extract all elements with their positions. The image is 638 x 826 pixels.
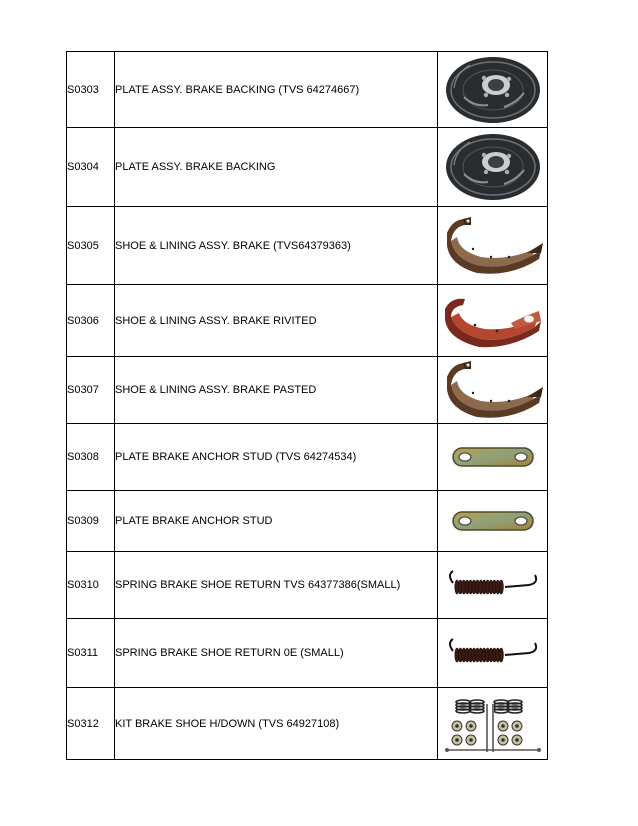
table-row [67, 52, 548, 128]
part-description: KIT BRAKE SHOE H/DOWN (TVS 64927108) [115, 688, 438, 760]
part-code: S0303 [67, 52, 115, 128]
part-description: PLATE BRAKE ANCHOR STUD [115, 491, 438, 552]
table-row [67, 619, 548, 688]
return-spring-image [438, 633, 547, 673]
part-description: SPRING BRAKE SHOE RETURN 0E (SMALL) [115, 619, 438, 688]
hold-down-kit-image [438, 692, 547, 756]
part-description: SHOE & LINING ASSY. BRAKE RIVITED [115, 285, 438, 357]
part-image-cell [438, 424, 548, 491]
part-image-cell [438, 357, 548, 424]
part-image-cell [438, 491, 548, 552]
table-row [67, 552, 548, 619]
return-spring-image [438, 565, 547, 605]
parts-table [66, 51, 548, 760]
part-image-cell [438, 52, 548, 128]
part-image-cell [438, 619, 548, 688]
part-code: S0307 [67, 357, 115, 424]
part-description: SPRING BRAKE SHOE RETURN TVS 64377386(SMALL) [115, 552, 438, 619]
part-image-cell [438, 552, 548, 619]
part-description: PLATE ASSY. BRAKE BACKING (TVS 64274667) [115, 52, 438, 128]
table-row [67, 285, 548, 357]
part-code: S0309 [67, 491, 115, 552]
part-code: S0312 [67, 688, 115, 760]
part-code: S0308 [67, 424, 115, 491]
part-code: S0311 [67, 619, 115, 688]
part-code: S0305 [67, 207, 115, 285]
part-image-cell [438, 688, 548, 760]
part-code: S0306 [67, 285, 115, 357]
brake-shoe-image [438, 357, 547, 423]
table-row [67, 491, 548, 552]
brake-backing-plate-image [438, 132, 547, 202]
part-code: S0304 [67, 128, 115, 207]
table-row [67, 688, 548, 760]
brake-shoe-red-image [438, 291, 547, 351]
anchor-plate-image [438, 508, 547, 534]
part-description: SHOE & LINING ASSY. BRAKE PASTED [115, 357, 438, 424]
anchor-plate-image [438, 444, 547, 470]
table-row [67, 207, 548, 285]
part-code: S0310 [67, 552, 115, 619]
table-row [67, 424, 548, 491]
brake-backing-plate-image [438, 55, 547, 125]
table-row [67, 357, 548, 424]
part-image-cell [438, 128, 548, 207]
part-image-cell [438, 207, 548, 285]
table-row [67, 128, 548, 207]
part-image-cell [438, 285, 548, 357]
brake-shoe-image [438, 213, 547, 279]
part-description: SHOE & LINING ASSY. BRAKE (TVS64379363) [115, 207, 438, 285]
part-description: PLATE BRAKE ANCHOR STUD (TVS 64274534) [115, 424, 438, 491]
part-description: PLATE ASSY. BRAKE BACKING [115, 128, 438, 207]
